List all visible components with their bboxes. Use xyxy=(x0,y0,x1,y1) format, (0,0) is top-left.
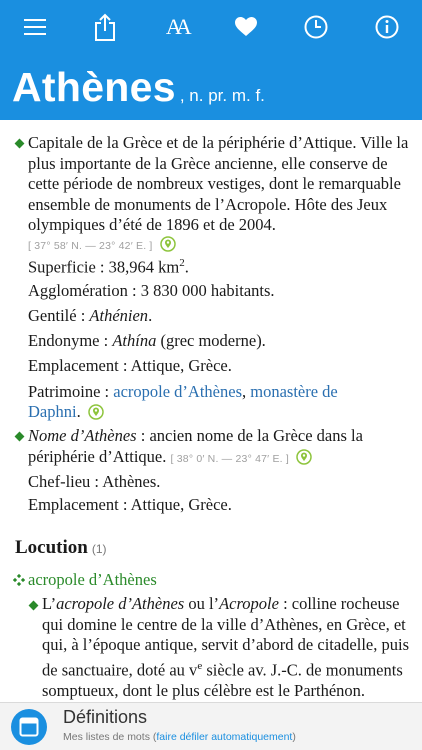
sense-bullet xyxy=(15,139,25,149)
share-icon xyxy=(94,13,116,41)
locution-def-bullet xyxy=(29,601,39,611)
def-term-2: Acropole xyxy=(219,594,279,613)
grammar-info: , n. pr. m. f. xyxy=(179,86,265,105)
gentile-end: . xyxy=(148,306,153,325)
gentile-line xyxy=(28,306,152,326)
superficie-label: Superficie : xyxy=(28,257,109,277)
chef-lieu-text: Chef-lieu : Athènes. xyxy=(28,472,161,491)
sense-2-line-1 xyxy=(28,426,363,446)
sense-1-definition xyxy=(28,133,410,236)
window-icon xyxy=(19,717,39,737)
map-pin-icon[interactable] xyxy=(296,449,312,465)
menu-button[interactable] xyxy=(13,5,57,49)
map-pin-icon[interactable] xyxy=(88,404,104,420)
menu-icon xyxy=(24,19,46,35)
endonyme-end: (grec moderne). xyxy=(156,331,266,350)
map-pin-icon[interactable] xyxy=(160,236,176,252)
patrimoine-end: . xyxy=(76,402,81,421)
heart-icon xyxy=(235,17,257,37)
link-daphni[interactable]: Daphni xyxy=(28,402,77,421)
footer-subtitle-suffix: ) xyxy=(292,731,296,743)
sense-bullet xyxy=(15,432,25,442)
share-button[interactable] xyxy=(83,5,127,49)
locution-entry[interactable]: acropole d’Athènes xyxy=(28,570,157,589)
auto-scroll-link[interactable]: faire défiler automatiquement xyxy=(156,731,293,743)
sense-1-text: Capitale de la Grèce et de la périphérie d’Attique. Ville la plus importante de la Grèce ancienne, elle conserve de cette période de nombreux vestiges, dont le remarquable ensemble de monuments de l’Acropole. Hôte des Jeux olympiques d’été de 1896 et de 2004. xyxy=(28,133,409,234)
history-button[interactable] xyxy=(294,5,338,49)
agglomeration-line xyxy=(28,281,275,301)
agglomeration-text: Agglomération : 3 830 000 habitants. xyxy=(28,281,275,300)
emplacement-line xyxy=(28,356,232,376)
footer-subtitle xyxy=(63,731,296,743)
history-icon xyxy=(304,15,328,39)
chef-lieu-line xyxy=(28,472,160,492)
locution-title: Locution xyxy=(15,537,88,558)
favorite-button[interactable] xyxy=(224,5,268,49)
superficie-exponent: 2 xyxy=(179,257,185,269)
def-article: L’ xyxy=(42,594,57,613)
gentile-label: Gentilé : xyxy=(28,306,90,325)
patrimoine-sep: , xyxy=(242,382,251,401)
patrimoine-line xyxy=(28,382,338,402)
endonyme-value: Athína xyxy=(112,331,157,350)
sense-2-coords: [ 38° 0′ N. — 23° 47′ E. ] xyxy=(170,453,290,465)
definitions-tab-button[interactable] xyxy=(11,709,47,745)
superficie-line xyxy=(28,257,189,278)
superficie-value: 38,964 km xyxy=(108,257,180,277)
entry-content[interactable] xyxy=(0,120,422,702)
headword: Athènes xyxy=(12,64,176,110)
link-monastere-daphni[interactable]: monastère de xyxy=(250,382,338,401)
sense-2-text-2: périphérie d’Attique. xyxy=(28,447,167,466)
endonyme-line xyxy=(28,331,266,351)
locution-definition xyxy=(42,594,410,702)
locution-heading xyxy=(15,537,107,559)
patrimoine-label: Patrimoine : xyxy=(28,382,114,401)
locution-count: (1) xyxy=(91,542,107,556)
entry-header xyxy=(0,54,422,120)
info-icon xyxy=(375,15,399,39)
sense-2-text: : ancien nome de la Grèce dans la xyxy=(136,426,363,445)
def-text: : colline rocheuse qui domine le centre de la ville d’Athènes, en Grèce, et qui, à l’époque antique, servit d’abord de citadelle, puis de sanctuaire, doté au v xyxy=(42,594,410,679)
endonyme-label: Endonyme : xyxy=(28,331,113,350)
patrimoine-line-2 xyxy=(28,402,104,422)
footer-subtitle-prefix: Mes listes de mots ( xyxy=(63,731,157,743)
def-term-1: acropole d’Athènes xyxy=(56,594,185,613)
bottom-bar[interactable] xyxy=(0,702,422,750)
info-button[interactable] xyxy=(365,5,409,49)
sense-2-emplacement-line xyxy=(28,495,232,515)
sense-1-coords: [ 37° 58′ N. — 23° 42′ E. ] xyxy=(28,240,153,252)
sense-1-coords-line xyxy=(28,234,176,254)
def-text-tail: siècle av. J.-C. de monuments somptueux, dont le plus célèbre est le Parthénon. xyxy=(42,660,403,700)
sense-2-name: Nome d’Athènes xyxy=(28,426,137,445)
sense-2-line-2 xyxy=(28,447,312,467)
sense-2-emplacement: Emplacement : Attique, Grèce. xyxy=(28,495,232,514)
top-toolbar xyxy=(0,0,422,54)
font-size-label: AA xyxy=(165,14,186,39)
superficie-end: . xyxy=(184,257,189,277)
def-exponent: e xyxy=(197,659,203,672)
font-size-button[interactable] xyxy=(154,5,198,49)
link-acropole[interactable]: acropole d’Athènes xyxy=(113,382,242,401)
font-size-icon xyxy=(166,14,186,40)
footer-title: Définitions xyxy=(63,707,148,727)
def-mid: ou l’ xyxy=(184,594,220,613)
emplacement-text: Emplacement : Attique, Grèce. xyxy=(28,356,232,375)
gentile-value: Athénien xyxy=(89,306,149,325)
locution-bullet-icon xyxy=(13,574,25,586)
